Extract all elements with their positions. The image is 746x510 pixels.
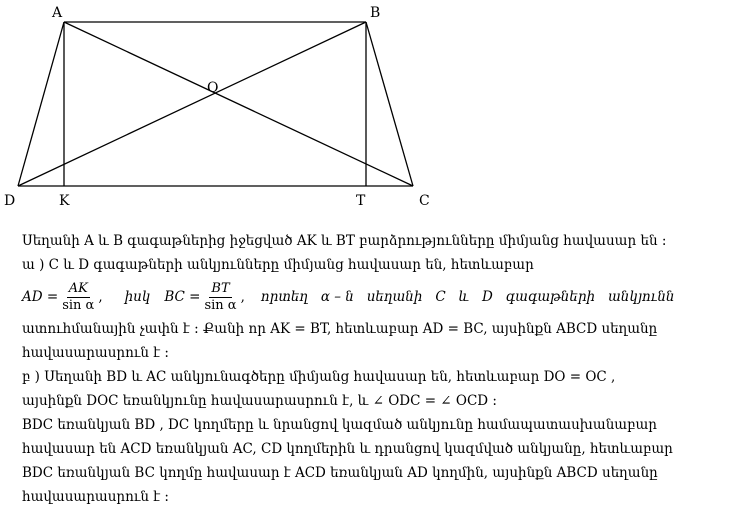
- formula-bc-numerator: BT: [211, 280, 230, 296]
- trapezoid-figure: [0, 0, 746, 215]
- foot-label-k: K: [59, 193, 70, 209]
- side-da: [18, 22, 64, 186]
- vertex-label-a: A: [52, 5, 63, 21]
- foot-label-t: T: [356, 193, 366, 209]
- vertex-label-b: B: [370, 5, 381, 21]
- formula-comma-2: ,: [240, 289, 245, 305]
- formula-word-isk: իսկ: [124, 289, 151, 305]
- text-line-9: BDC եռանկյան BC կողմը հավասար է ACD եռանկյան AD կողմին, այսինքն ABCD սեղանը: [22, 465, 658, 481]
- text-line-8: հավասար են ACD եռանկյան AC, CD կողմերին և դրանցով կազմված անկյանը, հետևաբար: [22, 441, 673, 457]
- text-line-10: հավասարասրուն է :: [22, 489, 169, 505]
- trapezoid-diagram: [0, 0, 746, 215]
- vertex-label-c: C: [419, 193, 430, 209]
- diagonal-bd: [18, 22, 366, 186]
- formula-ad-fraction: [62, 281, 94, 314]
- text-line-1: Սեղանի A և B գագաթներից իջեցված AK և BT բարձրությունները միմյանց հավասար են :: [22, 233, 667, 249]
- formula-ad-numerator: AK: [68, 280, 88, 296]
- solution-text: [22, 229, 742, 509]
- formula-ad-lhs: AD =: [22, 289, 59, 305]
- formula-bc-denominator: sin α: [204, 297, 237, 313]
- formula-line: [22, 277, 742, 317]
- text-line-4: հավասարասրուն է :: [22, 345, 169, 361]
- text-line-2: ա ) C և D գագաթների անկյունները միմյանց հավասար են, հետևաբար: [22, 257, 534, 273]
- point-label-o: O: [207, 80, 219, 96]
- diagonal-ac: [64, 22, 413, 186]
- formula-bc-lhs: BC =: [164, 289, 201, 305]
- formula-tail: որտեղ α – ն սեղանի C և D գագաթների անկյունն: [260, 289, 675, 305]
- side-bc: [366, 22, 413, 186]
- vertex-label-d: D: [4, 193, 16, 209]
- formula-bc-fraction: [204, 281, 236, 314]
- text-line-5: բ ) Սեղանի BD և AC անկյունագծերը միմյանց հավասար են, հետևաբար DO = OC ,: [22, 369, 616, 385]
- text-line-3: ատուհմանային չափն է : Քանի որ AK = BT, հետևաբար AD = BC, այսինքն ABCD սեղանը: [22, 321, 658, 337]
- formula-comma-1: ,: [98, 289, 103, 305]
- text-line-6: այսինքն DOC եռանկյունը հավասարասրուն է, և ∠ ODC = ∠ OCD :: [22, 393, 497, 409]
- formula-ad-denominator: sin α: [62, 297, 95, 313]
- text-line-7: BDC եռանկյան BD , DC կողմերը և նրանցով կազմած անկյունը համապատասխանաբար: [22, 417, 657, 433]
